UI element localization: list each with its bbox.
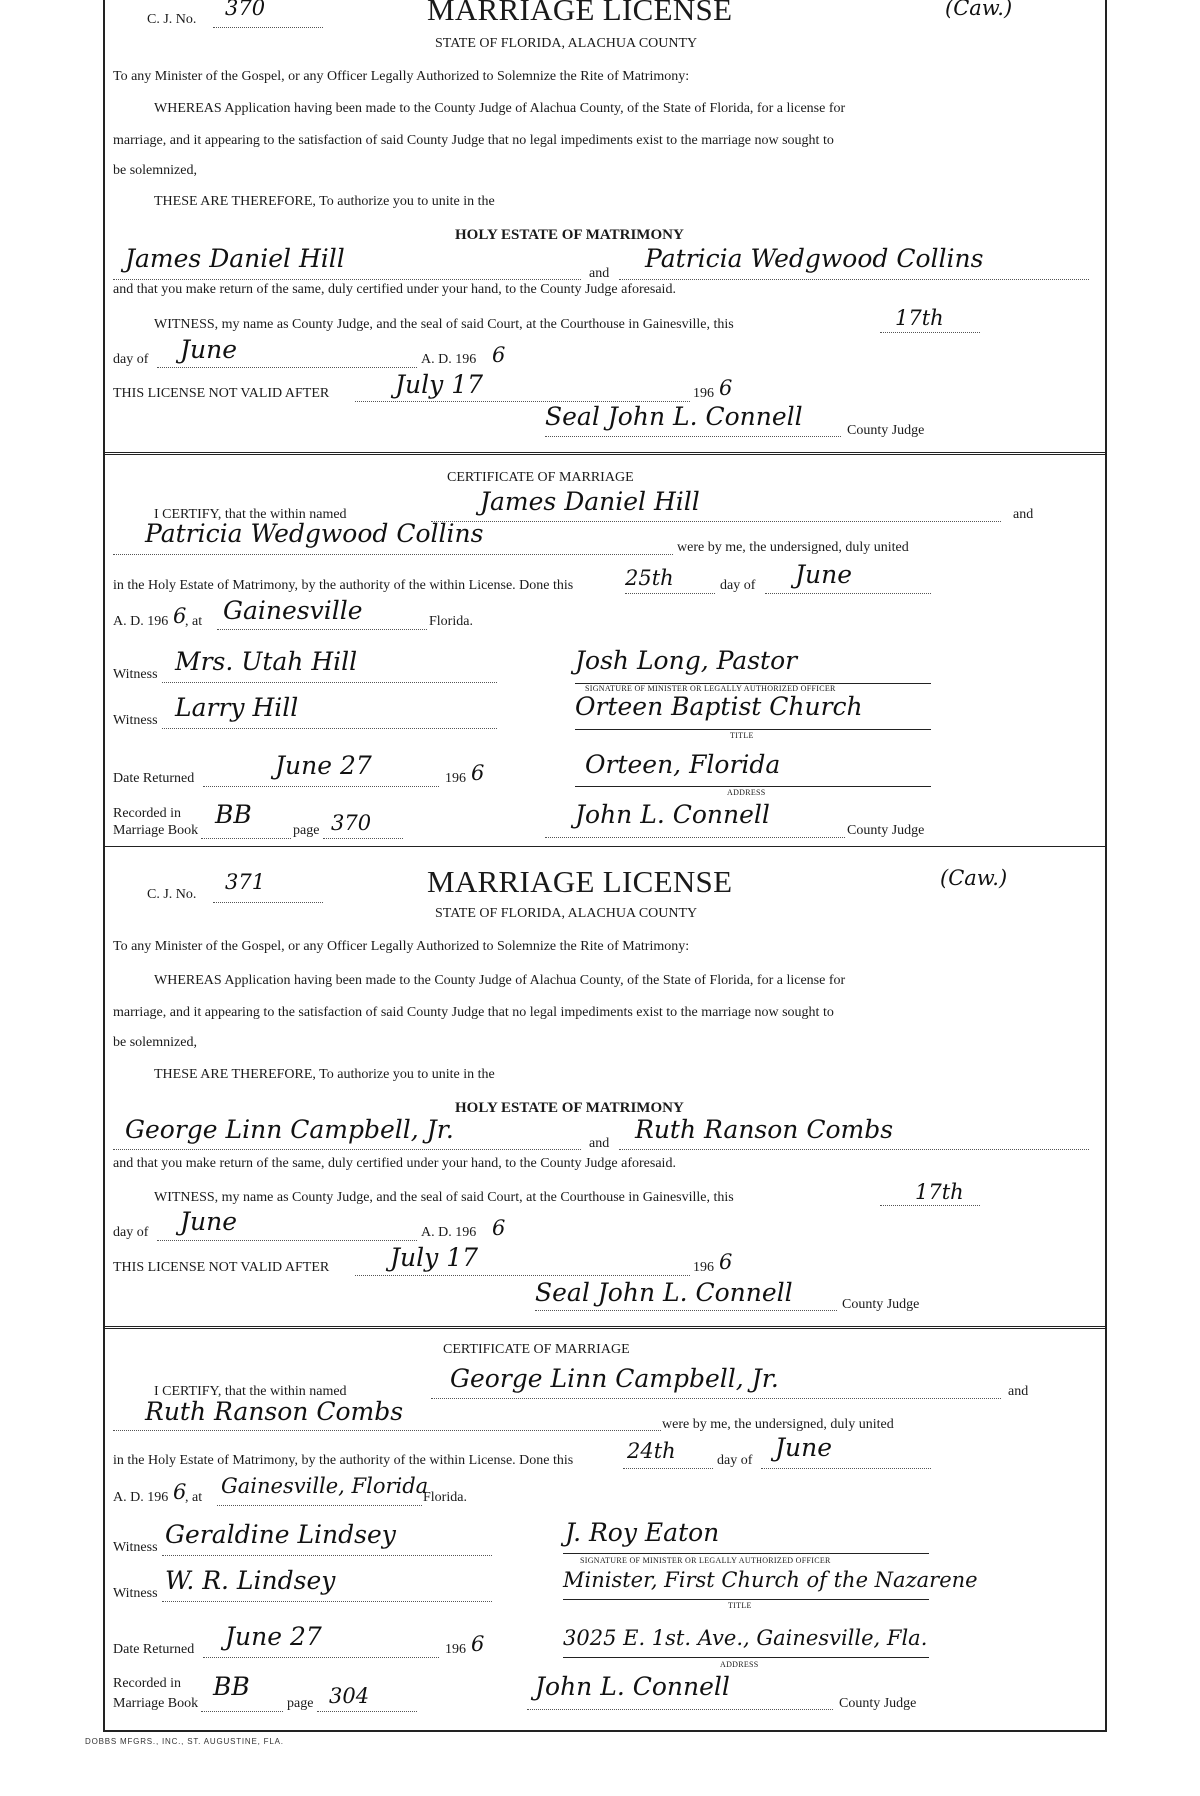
united-text: were by me, the undersigned, duly united <box>662 1417 894 1432</box>
holy-estate-text: in the Holy Estate of Matrimony, by the authority of the within License. Done this <box>113 578 574 593</box>
certify-text: I CERTIFY, that the within named <box>154 1384 347 1399</box>
license-subtitle: STATE OF FLORIDA, ALACHUA COUNTY <box>435 36 698 51</box>
document-sheet <box>103 0 1107 1732</box>
marriage-book-label: Marriage Book <box>113 1696 199 1711</box>
cj-label: C. J. No. <box>147 12 197 27</box>
page-label: page <box>293 823 320 838</box>
book-value: BB <box>213 1672 250 1701</box>
witness-text: WITNESS, my name as County Judge, and the seal of said Court, at the Courthouse in Gainesville, this <box>154 317 734 332</box>
certificate-title: CERTIFICATE OF MARRIAGE <box>443 1342 630 1357</box>
holy-estate-heading: HOLY ESTATE OF MATRIMONY <box>455 227 684 243</box>
day-of-label-2: day of <box>717 1453 753 1468</box>
license-year-digit: 6 <box>492 343 506 367</box>
not-valid-date: July 17 <box>390 1243 479 1272</box>
date-returned-label: Date Returned <box>113 1642 195 1657</box>
certificate-groom: George Linn Campbell, Jr. <box>450 1364 779 1393</box>
license-title: MARRIAGE LICENSE <box>427 864 733 899</box>
groom-name: George Linn Campbell, Jr. <box>125 1115 454 1144</box>
book-value: BB <box>215 800 252 829</box>
whereas-line-1: WHEREAS Application having been made to the County Judge of Alachua County, of the State of Florida, for a license for <box>154 101 846 116</box>
date-returned: June 27 <box>225 1622 322 1651</box>
done-month: June <box>795 560 853 589</box>
day-of-label-2: day of <box>720 578 756 593</box>
returned-year-digit: 6 <box>471 1632 485 1656</box>
title-caption: TITLE <box>730 731 754 740</box>
and-word-2: and <box>1013 507 1034 522</box>
witness-2-name: Larry Hill <box>175 693 299 722</box>
not-valid-year: 196 <box>693 386 714 401</box>
day-of-label: day of <box>113 352 149 367</box>
certificate-bride: Ruth Ranson Combs <box>145 1397 404 1426</box>
officer-address: 3025 E. 1st. Ave., Gainesville, Fla. <box>563 1626 928 1650</box>
date-returned-label: Date Returned <box>113 771 195 786</box>
ad-label-2: A. D. 196 <box>113 1490 169 1505</box>
not-valid-year: 196 <box>693 1260 714 1275</box>
united-text: were by me, the undersigned, duly united <box>677 540 909 555</box>
and-word: and <box>589 266 610 281</box>
address-caption: ADDRESS <box>727 788 766 797</box>
witness-2-name: W. R. Lindsey <box>165 1566 336 1595</box>
returned-year: 196 <box>445 1642 466 1657</box>
return-text: and that you make return of the same, duly certified under your hand, to the County Judge aforesaid. <box>113 282 676 297</box>
certificate-groom: James Daniel Hill <box>480 487 700 516</box>
and-word-2: and <box>1008 1384 1029 1399</box>
judge-signature: Seal John L. Connell <box>545 402 803 431</box>
return-text: and that you make return of the same, duly certified under your hand, to the County Judge aforesaid. <box>113 1156 676 1171</box>
done-day: 25th <box>625 566 674 590</box>
page-value: 304 <box>329 1684 370 1708</box>
witness-1-name: Mrs. Utah Hill <box>175 647 358 676</box>
officer-signature: J. Roy Eaton <box>565 1518 720 1547</box>
license-divider <box>105 846 1105 847</box>
returned-year-digit: 6 <box>471 761 485 785</box>
bride-name: Patricia Wedgwood Collins <box>645 244 984 273</box>
certify-text: I CERTIFY, that the within named <box>154 507 347 522</box>
whereas-line-1: WHEREAS Application having been made to the County Judge of Alachua County, of the State of Florida, for a license for <box>154 973 846 988</box>
not-valid-year-digit: 6 <box>719 376 733 400</box>
at-label: , at <box>185 1490 203 1505</box>
license-month: June <box>180 335 238 364</box>
whereas-line-2: marriage, and it appearing to the satisfaction of said County Judge that no legal impediments exist to the marriage now sought to <box>113 1005 834 1020</box>
title-caption: TITLE <box>728 1601 752 1610</box>
printer-footer: DOBBS MFGRS., INC., ST. AUGUSTINE, FLA. <box>85 1737 284 1746</box>
done-year-digit: 6 <box>173 604 187 628</box>
witness-2-label: Witness <box>113 1586 158 1601</box>
cj-number: 370 <box>225 0 266 20</box>
marriage-book-label: Marriage Book <box>113 823 199 838</box>
officer-signature-caption: SIGNATURE OF MINISTER OR LEGALLY AUTHORIZED OFFICER <box>580 1556 831 1565</box>
ad-label: A. D. 196 <box>421 1225 477 1240</box>
day-of-label: day of <box>113 1225 149 1240</box>
license-year-digit: 6 <box>492 1216 506 1240</box>
not-valid-label: THIS LICENSE NOT VALID AFTER <box>113 386 330 401</box>
whereas-line-3: be solemnized, <box>113 1035 197 1050</box>
recorded-in-label: Recorded in <box>113 806 182 821</box>
officer-signature-caption: SIGNATURE OF MINISTER OR LEGALLY AUTHORIZED OFFICER <box>585 684 836 693</box>
section-divider <box>105 452 1105 455</box>
witness-1-name: Geraldine Lindsey <box>165 1520 396 1549</box>
florida-label: Florida. <box>423 1490 467 1505</box>
whereas-line-3: be solemnized, <box>113 163 197 178</box>
done-day: 24th <box>627 1439 676 1463</box>
race-note: (Caw.) <box>945 0 1013 20</box>
section-divider <box>105 1326 1105 1329</box>
officer-address: Orteen, Florida <box>585 750 781 779</box>
county-judge-label-2: County Judge <box>847 823 925 838</box>
license-month: June <box>180 1207 238 1236</box>
not-valid-year-digit: 6 <box>719 1250 733 1274</box>
officer-title: Orteen Baptist Church <box>575 692 863 721</box>
marriage-place: Gainesville, Florida <box>221 1474 429 1498</box>
race-note: (Caw.) <box>940 866 1008 890</box>
at-label: , at <box>185 614 203 629</box>
holy-estate-heading: HOLY ESTATE OF MATRIMONY <box>455 1100 684 1116</box>
done-year-digit: 6 <box>173 1480 187 1504</box>
groom-name: James Daniel Hill <box>125 244 345 273</box>
ad-label-2: A. D. 196 <box>113 614 169 629</box>
certificate-title: CERTIFICATE OF MARRIAGE <box>447 470 634 485</box>
intro-text: To any Minister of the Gospel, or any Officer Legally Authorized to Solemnize the Rite of Matrimony: <box>113 939 690 954</box>
license-subtitle: STATE OF FLORIDA, ALACHUA COUNTY <box>435 906 698 921</box>
county-judge-label-2: County Judge <box>839 1696 917 1711</box>
therefore-text: THESE ARE THEREFORE, To authorize you to unite in the <box>154 194 495 209</box>
page-label: page <box>287 1696 314 1711</box>
therefore-text: THESE ARE THEREFORE, To authorize you to unite in the <box>154 1067 495 1082</box>
witness-day: 17th <box>895 306 944 330</box>
not-valid-date: July 17 <box>395 370 484 399</box>
bride-name: Ruth Ranson Combs <box>635 1115 894 1144</box>
officer-title: Minister, First Church of the Nazarene <box>563 1568 978 1592</box>
witness-2-label: Witness <box>113 713 158 728</box>
witness-1-label: Witness <box>113 1540 158 1555</box>
whereas-line-2: marriage, and it appearing to the satisfaction of said County Judge that no legal impediments exist to the marriage now sought to <box>113 133 834 148</box>
marriage-place: Gainesville <box>223 596 363 625</box>
recorded-in-label: Recorded in <box>113 1676 182 1691</box>
ad-label: A. D. 196 <box>421 352 477 367</box>
officer-signature: Josh Long, Pastor <box>575 646 798 675</box>
intro-text: To any Minister of the Gospel, or any Officer Legally Authorized to Solemnize the Rite of Matrimony: <box>113 69 690 84</box>
florida-label: Florida. <box>429 614 473 629</box>
county-judge-label: County Judge <box>847 423 925 438</box>
cj-label: C. J. No. <box>147 887 197 902</box>
and-word: and <box>589 1136 610 1151</box>
returned-year: 196 <box>445 771 466 786</box>
page-value: 370 <box>331 811 372 835</box>
done-month: June <box>775 1433 833 1462</box>
judge-signature: Seal John L. Connell <box>535 1278 793 1307</box>
address-caption: ADDRESS <box>720 1660 759 1669</box>
witness-1-label: Witness <box>113 667 158 682</box>
recorder-signature: John L. Connell <box>535 1672 730 1701</box>
not-valid-label: THIS LICENSE NOT VALID AFTER <box>113 1260 330 1275</box>
witness-day: 17th <box>915 1180 964 1204</box>
license-title: MARRIAGE LICENSE <box>427 0 733 27</box>
county-judge-label: County Judge <box>842 1297 920 1312</box>
witness-text: WITNESS, my name as County Judge, and the seal of said Court, at the Courthouse in Gainesville, this <box>154 1190 734 1205</box>
recorder-signature: John L. Connell <box>575 800 770 829</box>
holy-estate-text: in the Holy Estate of Matrimony, by the authority of the within License. Done this <box>113 1453 574 1468</box>
cj-number: 371 <box>225 870 266 894</box>
date-returned: June 27 <box>275 751 372 780</box>
certificate-bride: Patricia Wedgwood Collins <box>145 519 484 548</box>
